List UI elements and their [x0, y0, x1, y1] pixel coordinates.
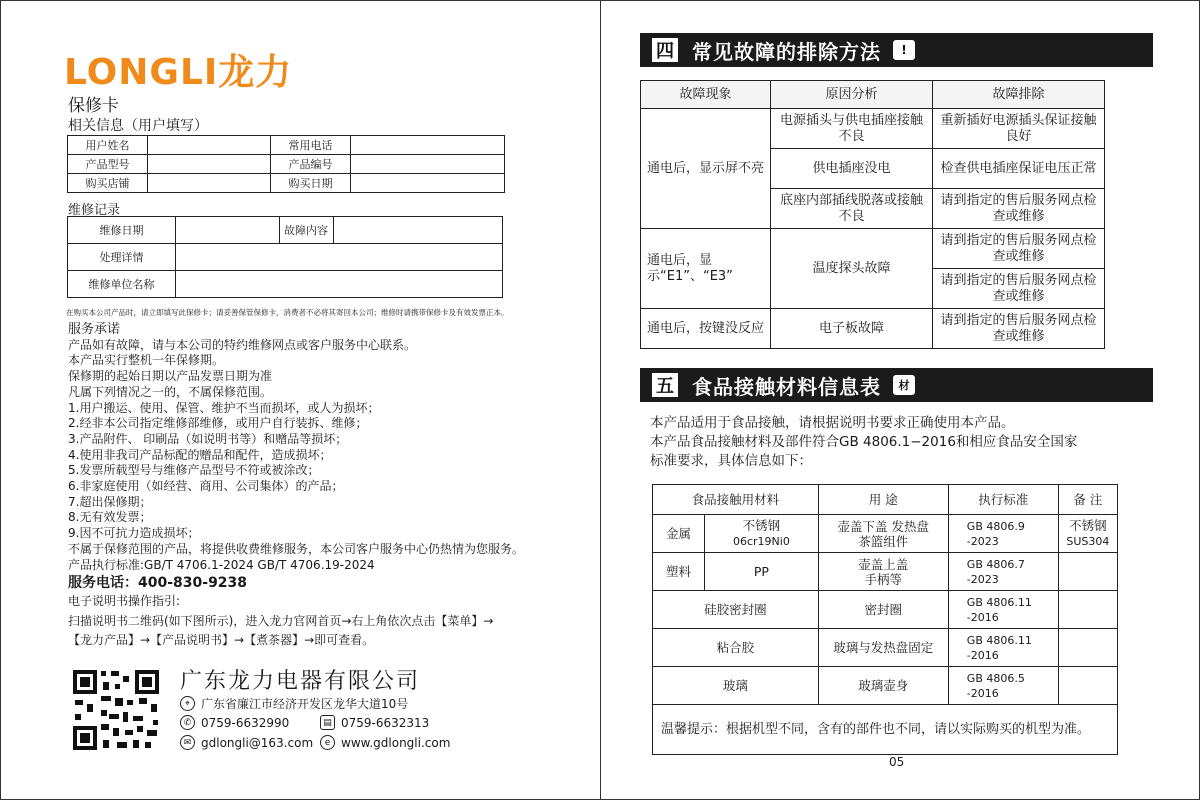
col-header-fix: 故障排除: [933, 81, 1105, 109]
material-cell: PP: [705, 553, 819, 591]
col-header-standard: 执行标准: [948, 485, 1058, 515]
input-repair-date[interactable]: [176, 217, 280, 244]
material-cell: 粘合胶: [653, 629, 819, 667]
service-line: 本产品实行整机一年保修期。: [68, 353, 225, 368]
table-row: [653, 667, 1118, 705]
use-cell: 壶盖下盖 发热盘 茶篮组件: [818, 515, 948, 553]
material-cell: 玻璃: [653, 667, 819, 705]
location-pin-icon: ⌖: [180, 696, 195, 711]
service-line: 5.发票所载型号与维修产品型号不符或被涂改；: [68, 463, 320, 478]
table-row: [68, 136, 505, 155]
input-purchase-date[interactable]: [351, 174, 505, 193]
service-line: 2.经非本公司指定维修部维修，或用户自行装拆、维修；: [68, 416, 368, 431]
service-line: 1.用户搬运、使用、保管、维护不当而损坏，或人为损坏；: [68, 400, 380, 415]
label-store: 购买店铺: [68, 174, 148, 193]
intro-line: 本产品适用于食品接触，请根据说明书要求正确使用本产品。: [650, 415, 1015, 431]
fix-cell: 检查供电插座保证电压正常: [933, 149, 1105, 189]
service-line: 产品执行标准:GB/T 4706.1-2024 GB/T 4706.19-2024: [68, 557, 375, 572]
guide-line: 电子说明书操作指引:: [68, 593, 181, 608]
website-link[interactable]: www.gdlongli.com: [341, 735, 451, 750]
label-repair-unit: 维修单位名称: [68, 271, 176, 298]
intro-line: 本产品食品接触材料及部件符合GB 4806.1−2016和相应食品安全国家: [650, 434, 1078, 450]
col-header-cause: 原因分析: [771, 81, 933, 109]
label-repair-date: 维修日期: [68, 217, 176, 244]
input-handling-detail[interactable]: [176, 244, 503, 271]
service-line: 3.产品附件、 印刷品（如说明书等）和赠品等损坏；: [68, 431, 348, 446]
label-phone: 常用电话: [271, 136, 351, 155]
web-icon: e: [320, 735, 335, 750]
input-user-name[interactable]: [148, 136, 271, 155]
section-4-header: [640, 33, 1153, 67]
input-phone[interactable]: [351, 136, 505, 155]
fix-cell: 重新插好电源插头保证接触良好: [933, 109, 1105, 149]
table-header-row: [641, 81, 1105, 109]
input-fault-content[interactable]: [334, 217, 503, 244]
intro-line: 标准要求，具体信息如下：: [650, 453, 812, 469]
use-cell: 密封圈: [818, 591, 948, 629]
warranty-title: 保修卡: [68, 96, 119, 116]
table-row: [68, 244, 503, 271]
contact-phone: [180, 715, 289, 730]
service-line: 6.非家庭使用（如经营、商用、公司集体）的产品；: [68, 479, 344, 494]
brand-logo: LONGLI龙力: [64, 52, 293, 93]
use-cell: 玻璃壶身: [818, 667, 948, 705]
table-row: [68, 271, 503, 298]
fix-cell: 请到指定的售后服务网点检查或维修: [933, 309, 1105, 349]
guide-line: 【龙力产品】→【产品说明书】→【煮茶器】→即可查看。: [68, 633, 375, 648]
troubleshooting-table: [640, 80, 1105, 349]
col-header-use: 用 途: [818, 485, 948, 515]
company-name: 广东龙力电器有限公司: [180, 669, 421, 694]
qr-code-icon[interactable]: [71, 668, 161, 752]
service-promise: [68, 322, 524, 649]
input-serial[interactable]: [351, 155, 505, 174]
table-row: [653, 553, 1118, 591]
related-info-title: 相关信息（用户填写）: [68, 118, 208, 134]
note-cell: [1058, 553, 1117, 591]
cause-cell: 供电插座没电: [771, 149, 933, 189]
section-5-number: 五: [652, 373, 678, 397]
service-heading: 服务承诺: [68, 322, 121, 337]
contact-fax: [320, 715, 429, 730]
table-row: [68, 174, 505, 193]
service-line: 保修期的起始日期以产品发票日期为准: [68, 369, 273, 384]
input-store[interactable]: [148, 174, 271, 193]
material-intro: [650, 414, 1077, 471]
table-header-row: [653, 485, 1118, 515]
material-type-cell: 塑料: [653, 553, 705, 591]
table-row: [641, 109, 1105, 149]
table-row: [68, 155, 505, 174]
input-model[interactable]: [148, 155, 271, 174]
label-model: 产品型号: [68, 155, 148, 174]
material-type-cell: 金属: [653, 515, 705, 553]
use-cell: 壶盖上盖 手柄等: [818, 553, 948, 591]
repair-record-title: 维修记录: [68, 203, 121, 218]
standard-cell: GB 4806.5 -2016: [948, 667, 1058, 705]
material-icon: 材: [893, 375, 915, 395]
table-row: [653, 705, 1118, 755]
fix-cell: 请到指定的售后服务网点检查或维修: [933, 269, 1105, 309]
warranty-note: 在购买本公司产品时，请立即填写此保修卡；请妥善保管保修卡，消费者不必将其寄回本公司；维修时请携带保修卡及有效发票正本。: [66, 308, 509, 317]
standard-cell: GB 4806.9 -2023: [948, 515, 1058, 553]
warning-icon: !: [893, 40, 915, 60]
contact-website: [320, 735, 450, 750]
table-row: [653, 591, 1118, 629]
fax-text: 0759-6632313: [341, 715, 430, 730]
note-cell: [1058, 667, 1117, 705]
note-cell: [1058, 629, 1117, 667]
label-serial: 产品编号: [271, 155, 351, 174]
fix-cell: 请到指定的售后服务网点检查或维修: [933, 189, 1105, 229]
service-line: 4.使用非我司产品标配的赠品和配件，造成损坏；: [68, 447, 332, 462]
address-text: 广东省廉江市经济开发区龙华大道10号: [201, 697, 409, 711]
cause-cell: 电源插头与供电插座接触不良: [771, 109, 933, 149]
use-cell: 玻璃与发热盘固定: [818, 629, 948, 667]
col-header-symptom: 故障现象: [641, 81, 771, 109]
standard-cell: GB 4806.11 -2016: [948, 629, 1058, 667]
section-5-header: [640, 368, 1153, 402]
service-line: 不属于保修范围的产品，将提供收费维修服务，本公司客户服务中心仍热情为您服务。: [68, 541, 525, 556]
service-line: 产品如有故障，请与本公司的特约维修网点或客户服务中心联系。: [68, 337, 417, 352]
table-row: [641, 229, 1105, 269]
guide-line: 扫描说明书二维码(如下图所示)，进入龙力官网首页→右上角依次点击【菜单】→: [68, 613, 494, 628]
page-divider: [600, 0, 601, 800]
contact-address: [180, 695, 408, 712]
phone-text: 0759-6632990: [201, 715, 290, 730]
symptom-cell: 通电后，显示屏不亮: [641, 109, 771, 229]
material-cell: 不锈钢 06cr19Ni0: [705, 515, 819, 553]
col-header-material: 食品接触用材料: [653, 485, 819, 515]
section-5-title: 食品接触材料信息表: [692, 374, 881, 399]
col-header-note: 备 注: [1058, 485, 1117, 515]
note-cell: [1058, 591, 1117, 629]
fax-icon: ▤: [320, 715, 335, 730]
cause-cell: 电子板故障: [771, 309, 933, 349]
user-info-table: [67, 135, 505, 193]
service-line: 8.无有效发票；: [68, 510, 152, 525]
note-cell: 不锈钢 SUS304: [1058, 515, 1117, 553]
page-number: 05: [889, 755, 905, 769]
section-4-number: 四: [652, 38, 678, 62]
food-contact-material-table: [652, 484, 1118, 755]
service-line: 7.超出保修期；: [68, 494, 152, 509]
cause-cell: 温度探头故障: [771, 229, 933, 309]
section-4-title: 常见故障的排除方法: [692, 39, 881, 64]
label-user-name: 用户姓名: [68, 136, 148, 155]
contact-email: [180, 735, 313, 750]
service-line: 9.因不可抗力造成损坏；: [68, 526, 200, 541]
service-line: 凡属下列情况之一的，不属保修范围。: [68, 384, 273, 399]
label-handling-detail: 处理详情: [68, 244, 176, 271]
fix-cell: 请到指定的售后服务网点检查或维修: [933, 229, 1105, 269]
standard-cell: GB 4806.11 -2016: [948, 591, 1058, 629]
repair-record-table: [67, 216, 503, 298]
input-repair-unit[interactable]: [176, 271, 503, 298]
table-row: [641, 309, 1105, 349]
reminder-cell: 温馨提示：根据机型不同，含有的部件也不同，请以实际购买的机型为准。: [653, 705, 1118, 755]
standard-cell: GB 4806.7 -2023: [948, 553, 1058, 591]
symptom-cell: 通电后，显示“E1”、“E3”: [641, 229, 771, 309]
email-text[interactable]: gdlongli@163.com: [201, 735, 314, 750]
label-purchase-date: 购买日期: [271, 174, 351, 193]
phone-icon: ✆: [180, 715, 195, 730]
service-hotline: 服务电话：400-830-9238: [68, 575, 248, 592]
email-icon: ✉: [180, 735, 195, 750]
symptom-cell: 通电后，按键没反应: [641, 309, 771, 349]
table-row: [653, 515, 1118, 553]
label-fault-content: 故障内容: [280, 217, 334, 244]
table-row: [68, 217, 503, 244]
table-row: [653, 629, 1118, 667]
material-cell: 硅胶密封圈: [653, 591, 819, 629]
cause-cell: 底座内部插线脱落或接触不良: [771, 189, 933, 229]
